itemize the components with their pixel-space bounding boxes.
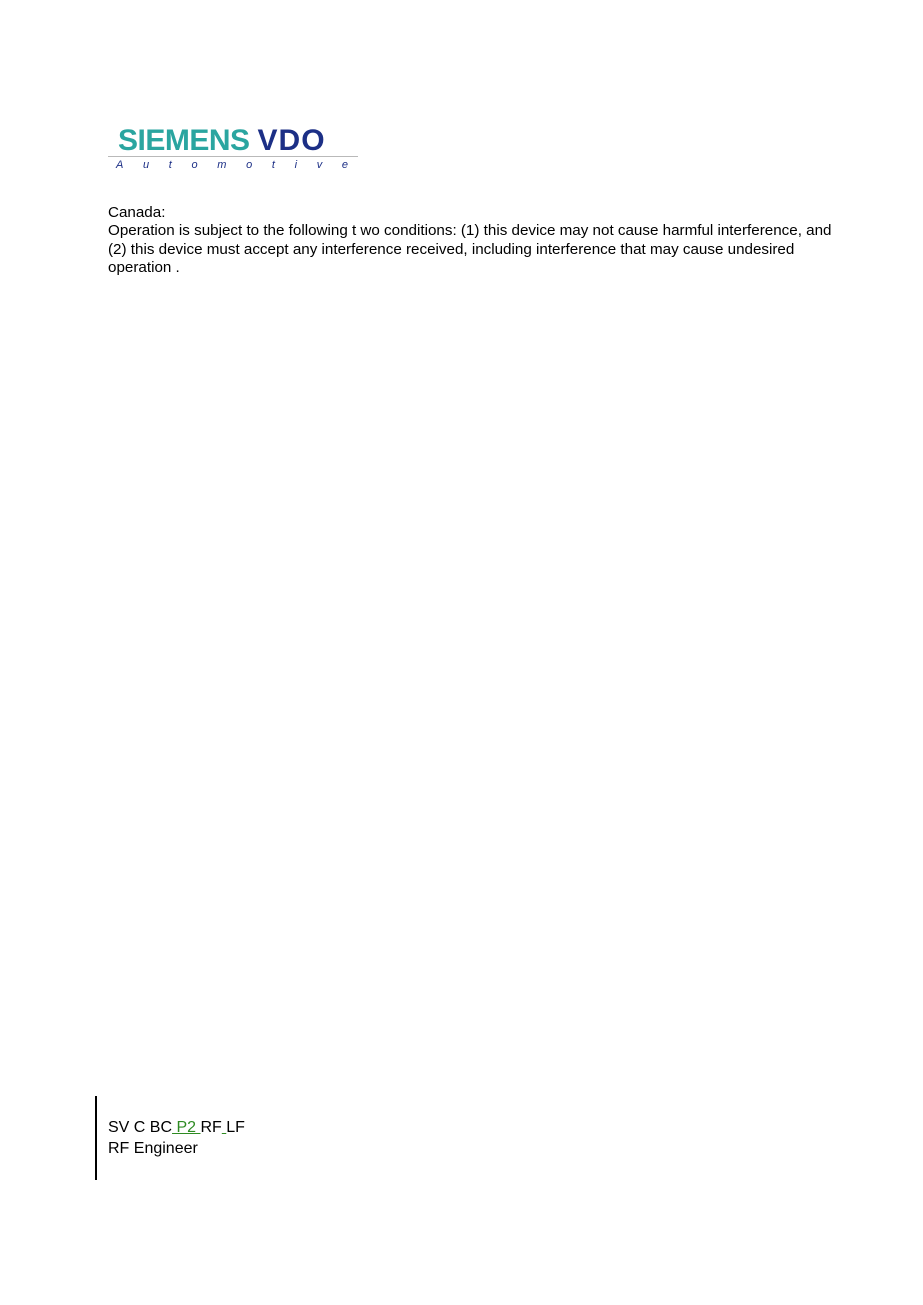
document-footer xyxy=(108,1117,245,1159)
logo-wordmark xyxy=(118,124,326,158)
logo-tagline-letter: t xyxy=(271,159,275,171)
logo-tagline-letter: v xyxy=(316,159,323,171)
logo-tagline-letter: m xyxy=(217,159,227,171)
logo-tagline-letter: i xyxy=(294,159,298,171)
logo-tagline-letter: A xyxy=(116,159,124,171)
reference-prefix: SV C BC xyxy=(108,1119,173,1136)
reference-revision: P2 xyxy=(172,1119,201,1136)
section-heading: Canada: xyxy=(108,204,166,221)
author-role: RF Engineer xyxy=(108,1140,198,1157)
logo-tagline-letter: t xyxy=(168,159,172,171)
reference-suffix: LF xyxy=(226,1119,245,1136)
logo-divider xyxy=(108,156,358,157)
compliance-statement: Operation is subject to the following t wo conditions: (1) this device may not cause harmful interference, and (2) this device must accept any interference received, including interference that may cause undesired operation . xyxy=(108,222,832,277)
logo-tagline-letter: e xyxy=(341,159,348,171)
canada-compliance-section xyxy=(108,204,838,278)
logo-tagline xyxy=(108,158,358,172)
reference-rf: RF xyxy=(200,1119,222,1136)
document-reference xyxy=(108,1117,245,1138)
logo-tagline-letter: o xyxy=(191,159,198,171)
logo-tagline-letter: u xyxy=(143,159,150,171)
logo-brand-suffix: VDO xyxy=(257,124,326,157)
logo-tagline-letter: o xyxy=(246,159,253,171)
siemens-vdo-logo xyxy=(108,122,360,174)
logo-brand: SIEMENS xyxy=(118,124,250,157)
revision-change-bar xyxy=(95,1096,97,1180)
